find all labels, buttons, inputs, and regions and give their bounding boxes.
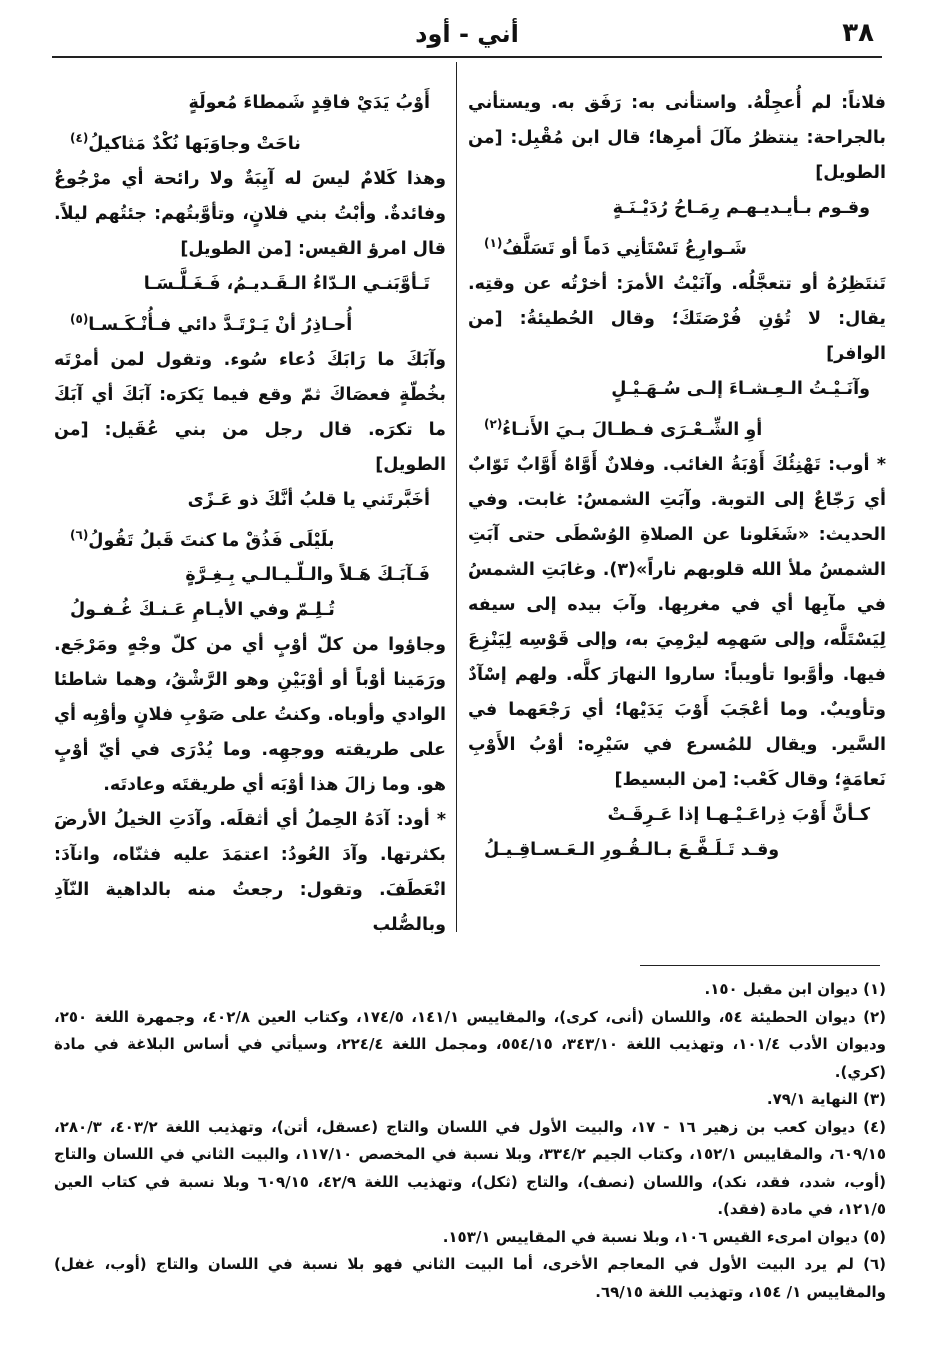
running-head: أني - أود xyxy=(415,20,519,48)
page-header xyxy=(52,14,882,54)
footnote: (١) ديوان ابن مقبل ١٥٠. xyxy=(704,980,886,998)
column-divider xyxy=(456,62,457,932)
footnote: (٣) النهاية ٧٩/١. xyxy=(766,1090,886,1108)
footnote-marker: (٦) xyxy=(70,527,89,542)
verse-second-hemistich: أوِ الشِّـعْـرَى فـطـالَ بـيَ الأَنـاءُ xyxy=(502,419,763,440)
verse-second-hemistich: شَـوارِعُ تَسْتَأنِي دَماً أو تَسَلَّفُ xyxy=(502,238,747,259)
verse-first-hemistich: وآنَـيْـتُ الـعِـشـاءَ إلـى سُـهَـيْـلٍ xyxy=(611,378,870,399)
verse-second-hemistich: بلَيْلَى فَذُقْ ما كنتَ قَبلُ تَقُولُ xyxy=(88,530,335,551)
verse-first-hemistich: وقـوم بـأيـديـهـم رِمَـاحُ رُدَيْـنَـةٍ xyxy=(612,198,870,218)
verse-second-row xyxy=(484,407,870,448)
verse-second-row xyxy=(484,833,870,868)
paragraph: وجاؤوا من كلّ أوْبٍ أي من كلّ وجْهٍ ومَرْجَع. ورَمَينا أوْباً أو أوْبَيْنِ وهو الرَّشْقُ، وهما شاطئا الوادي وأوباه. وكنتُ على صَوْبِ فلانٍ وأوْبِه أي على طريقته ووجهِه. وما يُدْرَى في أيّ أوْبٍ هو. وما زالَ هذا أوْبَه أي طريقتَه وعادتَه. xyxy=(54,635,446,796)
footnotes xyxy=(54,976,886,1306)
verse-second-row xyxy=(70,593,430,628)
paragraph: * أوب: تَهْنِئُكَ أَوْبَةُ الغائب. وفلانٌ أَوَّاهٌ أَوَّابٌ تَوّابٌ أي رَجّاعٌ إلى التوبة. وآبَتِ الشمسُ: غابت. وفي الحديث: «شَغَلونا عن الصلاةِ الوُسْطَى حتى آبَتِ الشمسُ ملأ الله قلوبهم ناراً»(٣). وغابَتِ الشمسُ في مآبِها أي في مغربِها. وآبَ بيده إلى سيفه لِيَسْتَلَّه، وإلى سَهمِه ليرْمِيَ به، وإلى قَوْسِه لِيَنْزِعَ فيها. وأوَّبوا تأويباً: ساروا النهارَ كلَّه. ولهم إسْآدٌ وتأويبٌ. وما أعْجَبَ أَوْبَ يَدَيْها؛ أي رَجْعَهما في السَّير. ويقال للمُسرع في سَيْرِه: أوْبُ الأَوْبِ نَعامَةٍ؛ وقال كَعْب: [من البسيط] xyxy=(468,454,886,790)
verse-second-hemistich: أُحـاذِرُ أنْ يَـرْتَـدَّ دائي فـأُنْـكَـسـا xyxy=(88,314,353,335)
paragraph: فلاناً: لم أُعجِلْهُ. واستأنى به: رَفَق به. ويستأني بالجراحة: ينتظرُ مآلَ أمرِها؛ قال ابن مُقْبِل: [من الطويل] xyxy=(468,93,886,183)
poem-verse xyxy=(484,372,870,448)
verse-first-hemistich: تَـأوَّبَنـي الـدّاءُ الـقَـديـمُ، فَـغَـلَّـسَـا xyxy=(143,273,430,294)
footnote: (٤) ديوان كعب بن زهير ١٦ - ١٧، والبيت الأول في اللسان والتاج (عسقل، أتن)، وتهذيب اللغة ٤٠٣/٢، ٢٨٠/٣، ٦٠٩/١٥، والمقاييس ١٥٢/١، وكتاب الجيم ٣٣٤/٢، وبلا نسبة في المخصص ١١٧/١٠، والبيت الثاني في اللسان والتاج (أوب، شدد، فقد، نكد)، واللسان (نصف)، والتاج (ثكل)، وتهذيب اللغة ٤٢/٩، ٦٠٩/١٥ وبلا نسبة في كتاب العين ١٢١/٥، في مادة (فقد). xyxy=(54,1117,887,1218)
footnote-marker: (٢) xyxy=(484,416,503,431)
verse-second-row xyxy=(70,518,430,559)
footnote-rule xyxy=(640,965,880,966)
poem-verse xyxy=(484,798,870,868)
poem-verse xyxy=(70,558,430,628)
footnote-marker: (٤) xyxy=(70,131,89,145)
verse-second-row xyxy=(70,302,430,343)
footnote: (٦) لم يرد البيت الأول في المعاجم الأخرى، أما البيت الثاني فهو بلا نسبة في اللسان والتاج (أوب، غفل) والمقاييس ١/ ١٥٤، وتهذيب اللغة ٦٩/١٥. xyxy=(54,1255,886,1301)
verse-first-hemistich: كـأنَّ أَوْبَ ذِراعَـيْـهـا إذا عَـرِقَـتْ xyxy=(607,804,870,825)
verse-second-hemistich: تُـلِـمّ وفي الأيـامِ عَـنـكَ غُـفـولُ xyxy=(70,600,335,621)
poem-verse xyxy=(70,483,430,559)
page-number: ٣٨ xyxy=(842,18,874,48)
right-column xyxy=(468,86,886,868)
poem-verse xyxy=(70,86,430,162)
paragraph: وآبَكَ ما رَابَكَ دُعاء سُوء. وتقول لمن أمرْتَه بخُطّةٍ فعصَاكَ ثمّ وقع فيما يَكرَه: آبَكَ أي آبَكَ ما تكرَه. قال رجل من بني عُقَيل: [من الطويل] xyxy=(54,349,446,475)
verse-second-row xyxy=(484,226,870,267)
footnote-marker: (١) xyxy=(484,236,503,250)
verse-first-hemistich: فَـآبَـكَ هَـلاً والـلّـيـالـي بِـغِـرَّةٍ xyxy=(185,565,430,586)
footnote-marker: (٥) xyxy=(70,311,89,326)
paragraph: تَنتَظِرُهُ أو تتعجَّلُه. وآنَيْتُ الأمرَ: أخرْتُه عن وقتِه. يقال: لا تُؤنِ فُرْصَتَكَ؛ وقال الحُطيئةُ: [من الوافر] xyxy=(468,273,886,364)
footnote: (٢) ديوان الحطيئة ٥٤، واللسان (أنى، كرى)، والمقاييس ١٤١/١، ١٧٤/٥، وكتاب العين ٤٠٢/٨، وجمهرة اللغة ٢٥٠، وديوان الأدب ١٠١/٤، وتهذيب اللغة ٣٤٣/١٠، ٥٥٤/١٥، ومجمل اللغة ٢٢٤/٤، وسيأتي في أساس البلاغة في مادة (كري). xyxy=(54,1007,887,1081)
paragraph: وهذا كَلامٌ ليسَ له آيِبَةٌ ولا رائحة أي مرْجُوعٌ وفائدةٌ. وأبْتُ بني فلانٍ، وتأوَّبتُهم: جئتُهم ليلاً. قال امرؤ القيس: [من الطويل] xyxy=(54,168,446,259)
verse-first-hemistich: أَوْبُ يَدَيْ فاقِدٍ شَمطاءَ مُعولَةٍ xyxy=(188,93,430,113)
paragraph: * أود: آدَهُ الحِملُ أي أثقلَه. وآدَتِ الخيلُ الأرضَ بكثرتها. وآدَ العُودُ: اعتمَدَ عليه فثنّاه، وانآدَ: انْعَطَفَ. وتقول: رجعتُ منه بالداهية النّآدِ وبالصُّلب xyxy=(54,810,446,936)
verse-second-hemistich: ناحَتْ وجاوَبَها نُكْدٌ مَثاكيلُ xyxy=(88,133,301,154)
verse-first-hemistich: أخَبَّرتَني يا قلبُ أنَّكَ ذو عَـزًى xyxy=(187,489,430,510)
poem-verse xyxy=(484,191,870,267)
left-column xyxy=(54,86,446,943)
verse-second-row xyxy=(70,121,430,162)
header-rule xyxy=(52,56,882,58)
footnote: (٥) ديوان امرىء القيس ١٠٦، وبلا نسبة في المقاييس ١٥٣/١. xyxy=(442,1227,886,1246)
poem-verse xyxy=(70,267,430,343)
verse-second-hemistich: وقـد تَـلَـفَّـعَ بـالـقُـورِ الـعَـسـاقِـيـلُ xyxy=(484,839,780,860)
